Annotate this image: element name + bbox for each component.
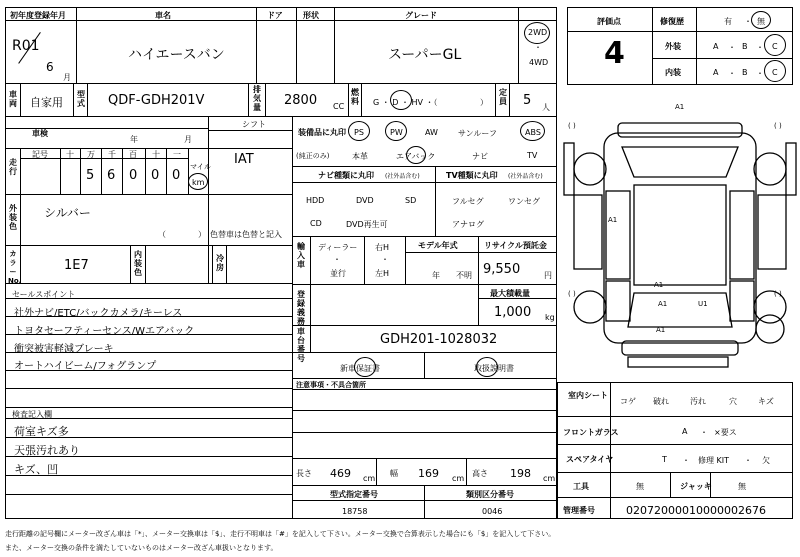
left-side-panel [606, 191, 630, 279]
divider [208, 130, 292, 131]
import-dealer: ディーラー [318, 243, 358, 252]
tv-fullseg: フルセグ [452, 197, 484, 206]
divider [310, 236, 311, 284]
divider [478, 284, 479, 325]
divider [5, 194, 292, 195]
front-bumper [618, 123, 742, 137]
exterior-score-label: 外装 [665, 42, 681, 51]
equip-airbag: エアバック [396, 152, 436, 161]
doc-circle [354, 357, 376, 377]
color-no-label: カラーNo. [8, 250, 22, 285]
left-front-door-edge [564, 143, 574, 195]
import-dot: ・ [333, 255, 341, 264]
digit-header: 十 [152, 150, 160, 159]
width-value: 169 [418, 467, 439, 480]
shift-label: シフト [242, 120, 266, 129]
divider [292, 432, 557, 433]
mark-floor: A1 [654, 281, 664, 289]
left-door [574, 195, 602, 269]
equip-circle [348, 121, 370, 141]
roof-shape [634, 185, 726, 285]
divider [310, 284, 311, 325]
divider [518, 7, 519, 83]
exterior-color-value: シルバー [44, 206, 91, 220]
interior-color-label: 内装色 [134, 250, 142, 277]
spare-dot: ・ [682, 456, 690, 465]
divider [20, 194, 21, 245]
divider [101, 148, 102, 194]
divider [5, 407, 292, 408]
chassis-value: GDH201-1028032 [380, 332, 498, 347]
inspector-note: 天張汚れあり [14, 444, 80, 457]
cm-unit: cm [452, 474, 465, 483]
tv-analog: アナログ [452, 220, 484, 229]
seat-burn: コゲ [620, 397, 636, 406]
use-value: 自家用 [30, 96, 63, 109]
car-diagram [562, 95, 798, 380]
doc-circle [476, 357, 498, 377]
divider [557, 472, 793, 473]
divider [248, 83, 249, 116]
mile-label: マイル [190, 163, 211, 171]
divider [292, 182, 557, 183]
tools-label: 工具 [573, 482, 589, 491]
door-label: ドア [267, 11, 283, 20]
exterior-color-label: 外装色 [9, 204, 17, 231]
divider [557, 444, 793, 445]
int-c: C [772, 68, 778, 77]
car-name-label: 車名 [155, 11, 171, 20]
divider [435, 166, 436, 236]
km-circle [188, 173, 208, 190]
mark-paren: ( ) [568, 290, 576, 298]
equip-abs: ABS [525, 128, 541, 137]
windshield-dot: ・ [700, 428, 708, 437]
mileage-label: 走行 [9, 158, 17, 176]
seat-label: 室内シート [568, 391, 608, 400]
yen-unit: 円 [544, 271, 552, 280]
grade-value: スーパーGL [388, 47, 462, 63]
repair-yes: 有 [724, 17, 732, 26]
seat-stain: 汚れ [690, 397, 706, 406]
notes-label: 注意事項・不具合箇所 [296, 381, 366, 389]
mileage-digit: 5 [86, 168, 95, 183]
mark-paren: ( ) [774, 122, 782, 130]
divider [5, 116, 557, 117]
ac-label: 冷房 [216, 254, 224, 272]
divider [5, 245, 292, 246]
spare-missing: 欠 [762, 456, 770, 465]
navi-label: ナビ種類に丸印 [318, 171, 374, 180]
navi-cd: CD [310, 219, 322, 228]
divider [208, 116, 209, 283]
divider [226, 245, 227, 283]
divider [610, 382, 611, 519]
windshield-label: フロントガラス [563, 428, 619, 437]
equip-leather: 本革 [352, 152, 368, 161]
drive-4wd: 4WD [529, 58, 549, 67]
import-right-h: 右H [375, 243, 390, 252]
shift-value: IAT [234, 152, 254, 167]
divider [509, 83, 510, 116]
divider [292, 166, 557, 167]
import-left-h: 左H [375, 269, 390, 278]
cm-unit: cm [543, 474, 556, 483]
footer-line1: 走行距離の記号欄にメーター改ざん車は「*」、メーター交換車は「$」、走行不明車は「#」を記入して下さい。メーター交換で合算表示した場合にも「$」を記入して下さい。 [5, 530, 556, 538]
month-unit: 月 [63, 73, 71, 82]
spare-dot: ・ [744, 456, 752, 465]
mileage-digit: 0 [151, 168, 160, 183]
mileage-digit: 0 [129, 168, 138, 183]
divider [20, 148, 21, 194]
divider [348, 83, 349, 116]
sales-point: オートハイビーム/フォグランプ [14, 361, 157, 372]
management-label: 管理番号 [563, 506, 595, 515]
inspection-month-unit: 月 [184, 135, 192, 144]
tv-label: TV種類に丸印 [446, 171, 498, 180]
mark-circle [756, 315, 784, 343]
divider [188, 148, 189, 194]
rear-step [628, 357, 728, 367]
equip-pw: PW [390, 128, 403, 137]
repair-label: 修復歴 [660, 17, 684, 26]
cm-unit: cm [363, 474, 376, 483]
int-b: B [742, 68, 748, 77]
sales-point: 社外ナビ/ETC/バックカメラ/キーレス [14, 308, 183, 319]
model-value: QDF-GDH201V [108, 93, 205, 108]
divider [405, 252, 557, 253]
rear-left-wheel [574, 291, 606, 323]
repair-dot: ・ [744, 17, 752, 26]
registration-label: 登録義務 [297, 290, 305, 326]
drive-2wd: 2WD [528, 28, 548, 37]
divider [557, 416, 793, 417]
divider [292, 325, 557, 326]
fuel-circle [390, 90, 412, 110]
equip-circle [406, 146, 426, 164]
equip-tv: TV [527, 151, 538, 160]
recycle-value: 9,550 [483, 262, 521, 277]
mark-front: A1 [675, 103, 685, 111]
mark-rear-left: A1 [658, 300, 668, 308]
seat-tear: 破れ [653, 397, 669, 406]
divider [652, 31, 793, 32]
footer-line2: また、メーター交換の条件を満たしていないものはメーター改ざん車扱いとなります。 [5, 544, 278, 552]
divider [310, 325, 311, 352]
spare-t: T [662, 455, 667, 464]
divider [495, 83, 496, 116]
tv-sub: (社外品含む) [508, 173, 543, 180]
divider [5, 388, 292, 389]
navi-dvd: DVD [356, 196, 374, 205]
equip-navi: ナビ [472, 152, 488, 161]
tools-value: 無 [636, 482, 644, 491]
car-body-outline [604, 133, 756, 343]
rear-window-shape [628, 293, 732, 327]
capacity-label: 定員 [499, 88, 507, 106]
equipment-sub: (純正のみ) [296, 152, 330, 160]
import-label: 輸入車 [297, 242, 305, 269]
divider [5, 494, 292, 495]
sales-point: 衝突被害軽減ブレーキ [14, 344, 114, 355]
digit-header: 一 [173, 150, 181, 159]
ext-a: A [713, 42, 719, 51]
divider [424, 485, 425, 519]
divider [145, 245, 146, 283]
divider [80, 148, 81, 194]
int-dot: ・ [756, 69, 764, 78]
management-value: 02072000010000002676 [626, 504, 766, 517]
divider [652, 7, 653, 85]
front-left-wheel [574, 153, 606, 185]
navi-sd: SD [405, 196, 417, 205]
mark-left: A1 [608, 216, 618, 224]
score-value: 4 [604, 36, 625, 71]
equip-aw: AW [425, 128, 438, 137]
model-year-label: モデル年式 [418, 241, 458, 250]
designation-value: 18758 [342, 507, 368, 516]
digit-header: 万 [87, 150, 95, 159]
length-label: 長さ [296, 469, 312, 478]
digit-header: 百 [129, 150, 137, 159]
height-label: 高さ [472, 469, 488, 478]
color-note: 色替車は色替と記入 [210, 230, 282, 239]
divider [87, 83, 88, 116]
divider [166, 148, 167, 194]
divider [145, 148, 146, 194]
recycle-label: リサイクル預託金 [484, 241, 547, 250]
divider [334, 7, 335, 83]
divider [652, 58, 793, 59]
front-right-wheel [754, 153, 786, 185]
reg-year: R01 [12, 38, 40, 54]
first-reg-label: 初年度登録年月 [10, 11, 66, 20]
inspection-label: 車検 [32, 129, 48, 138]
mileage-digit: 6 [107, 168, 116, 183]
divider [557, 497, 793, 498]
score-label: 評価点 [597, 17, 621, 26]
mark-u1: U1 [698, 300, 708, 308]
divider [292, 378, 557, 379]
divider [212, 245, 213, 283]
seat-scratch: キズ [758, 397, 774, 406]
designation-label: 型式指定番号 [330, 490, 378, 499]
vehicle-label: 車両 [9, 90, 17, 108]
inspector-note: キズ、凹 [14, 463, 59, 476]
windshield-x: ×要ス [714, 428, 737, 437]
color-note-paren: （ ） [158, 230, 206, 239]
ext-b: B [742, 42, 748, 51]
capacity-unit: 人 [542, 103, 550, 112]
digit-header: 千 [108, 150, 116, 159]
divider [376, 458, 377, 485]
navi-hdd: HDD [306, 196, 325, 205]
ext-circle [764, 34, 786, 56]
equip-circle [520, 121, 545, 141]
right-side-panel [730, 191, 754, 279]
shape-label: 形状 [303, 11, 319, 20]
mileage-digit: 0 [172, 168, 181, 183]
sales-points-label: セールスポイント [12, 290, 76, 299]
spare-label: スペアタイヤ [566, 455, 614, 464]
divider [60, 148, 61, 194]
interior-score-label: 内装 [665, 68, 681, 77]
jack-label: ジャッキ [680, 482, 712, 491]
divider [478, 236, 479, 284]
model-label: 型式 [77, 90, 85, 108]
sales-point: トヨタセーフティーセンス/Wエアバック [14, 326, 195, 337]
mark-paren: ( ) [568, 122, 576, 130]
navi-dvd-play: DVD再生可 [346, 220, 388, 229]
divider [424, 352, 425, 378]
grade-label: グレード [405, 11, 437, 20]
mark-paren: ( ) [774, 290, 782, 298]
digit-header: 十 [66, 150, 74, 159]
seat-hole: 穴 [729, 397, 737, 406]
length-value: 469 [330, 467, 351, 480]
kg-unit: kg [545, 313, 555, 322]
inspector-note: 荷室キズ多 [14, 425, 69, 438]
right-front-door-edge [786, 143, 796, 195]
import-dot: ・ [381, 255, 389, 264]
divider [405, 236, 406, 284]
ext-c: C [772, 42, 778, 51]
color-no-value: 1E7 [64, 258, 89, 273]
width-label: 幅 [390, 469, 398, 478]
km-label: km [192, 178, 205, 187]
new-warranty: 新車保証書 [340, 364, 380, 373]
divider [256, 7, 257, 83]
category-value: 0046 [482, 507, 503, 516]
tv-oneseg: ワンセグ [508, 197, 540, 206]
divider [292, 458, 557, 459]
mark-rear: A1 [656, 326, 666, 334]
divider [296, 7, 297, 83]
fuel-label: 燃料 [351, 88, 359, 106]
model-year-unknown: 不明 [456, 271, 472, 280]
windshield-shape [622, 147, 738, 177]
inspector-label: 検査記入欄 [12, 410, 52, 419]
category-label: 類別区分番号 [466, 490, 514, 499]
divider [73, 83, 74, 116]
right-rear-panel [730, 281, 754, 321]
fuel-close: ） [480, 98, 488, 107]
divider [361, 83, 362, 116]
divider [567, 31, 652, 32]
divider [5, 148, 292, 149]
drive-dot: ・ [534, 43, 542, 52]
equip-sunroof: サンルーフ [458, 129, 497, 138]
divider [76, 7, 77, 83]
height-value: 198 [510, 467, 531, 480]
mileage-code-label: 記号 [32, 150, 48, 159]
spare-kit: 修理 KIT [698, 456, 730, 465]
divider [130, 245, 131, 283]
max-load-value: 1,000 [494, 305, 532, 320]
chassis-label: 車台番号 [297, 327, 305, 363]
ext-dot: ・ [728, 43, 736, 52]
divider [696, 7, 697, 85]
divider [292, 284, 557, 285]
inspection-year-unit: 年 [130, 135, 138, 144]
equip-circle [385, 121, 407, 141]
car-name: ハイエースバン [128, 47, 225, 63]
import-parallel: 並行 [330, 269, 346, 278]
int-dot: ・ [728, 69, 736, 78]
divider [292, 236, 557, 237]
divider [20, 83, 21, 116]
fuel-options: G ・ D ・ HV ・（ [373, 98, 438, 107]
jack-value: 無 [738, 482, 746, 491]
reg-month: 6 [46, 60, 54, 74]
divider [265, 83, 266, 116]
navi-sub: (社外品含む) [385, 173, 420, 180]
right-door [758, 195, 786, 269]
displacement-label: 排気量 [253, 85, 261, 112]
divider [364, 236, 365, 284]
displacement-value: 2800 [284, 93, 318, 108]
divider [292, 500, 557, 501]
int-a: A [713, 68, 719, 77]
divider [5, 283, 292, 284]
manual: 取扱説明書 [474, 364, 514, 373]
repair-circle [751, 11, 771, 29]
capacity-value: 5 [523, 93, 532, 108]
repair-no: 無 [757, 17, 765, 26]
windshield-a: A [682, 427, 688, 436]
cc-unit: CC [333, 102, 345, 111]
equipment-label: 装備品に丸印 [298, 128, 346, 137]
divider [670, 472, 671, 497]
ext-dot: ・ [756, 43, 764, 52]
int-circle [764, 60, 786, 82]
divider [292, 410, 557, 411]
max-load-label: 最大積載量 [490, 289, 530, 298]
divider [466, 458, 467, 485]
divider [122, 148, 123, 194]
left-rear-panel [606, 281, 630, 321]
model-year-unit: 年 [432, 271, 440, 280]
equip-ps: PS [354, 128, 364, 137]
